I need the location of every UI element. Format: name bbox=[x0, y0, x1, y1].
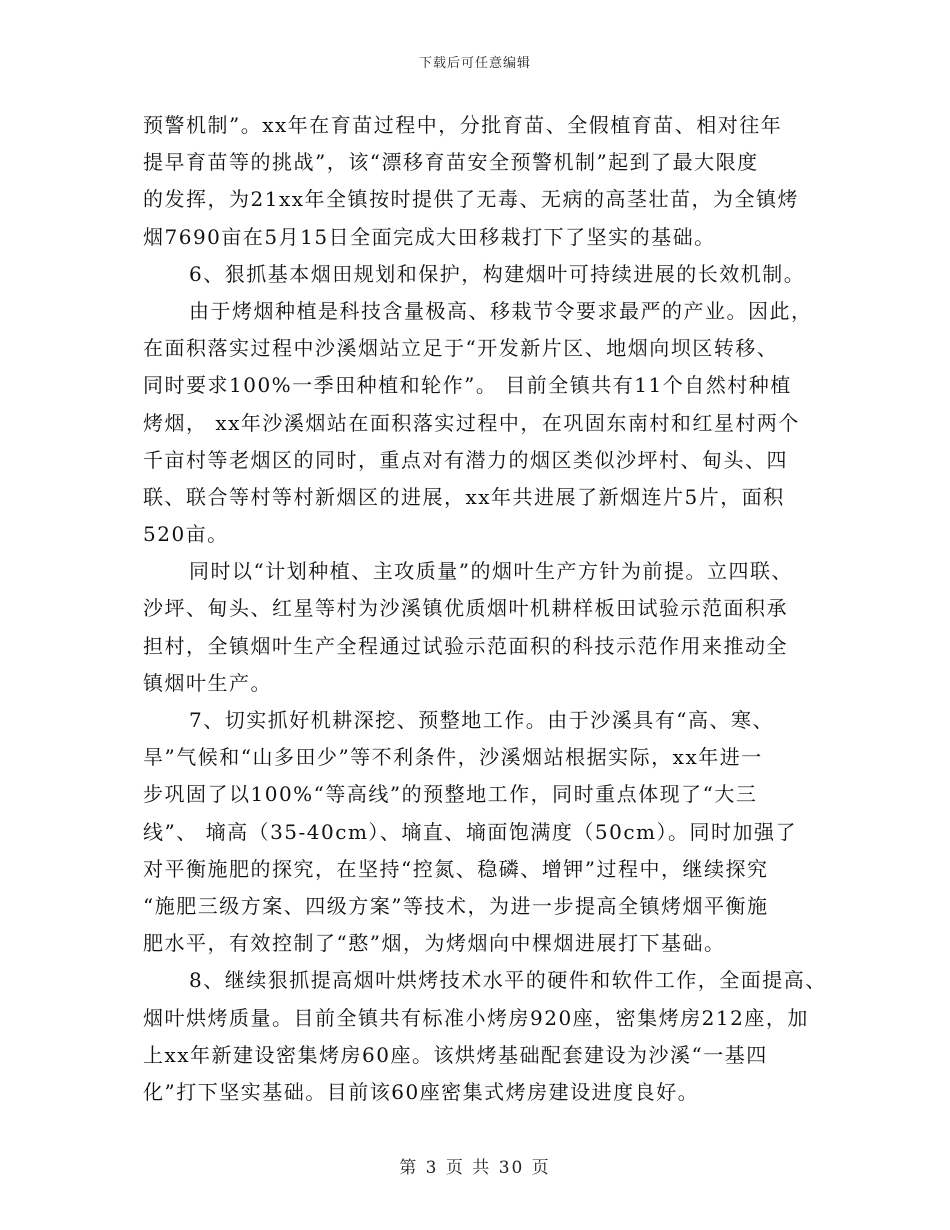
text-line: 预警机制”。xx年在育苗过程中，分批育苗、全假植育苗、相对往年 bbox=[143, 113, 783, 137]
text-line: 旱”气候和“山多田少”等不利条件，沙溪烟站根据实际，xx年进一 bbox=[143, 745, 763, 770]
page-number-footer: 第 3 页 共 30 页 bbox=[399, 1158, 551, 1178]
text-line: 肥水平，有效控制了“憨”烟，为烤烟向中棵烟进展打下基础。 bbox=[143, 931, 726, 956]
text-line: 烟叶烘烤质量。目前全镇共有标准小烤房920座，密集烤房212座，加 bbox=[143, 1005, 809, 1030]
text-line: 镇烟叶生产。 bbox=[143, 670, 272, 695]
text-line: 提早育苗等的挑战”，该“漂移育苗安全预警机制”起到了最大限度 bbox=[143, 150, 759, 175]
text-line: 同时以“计划种植、主攻质量”的烟叶生产方针为前提。立四联、 bbox=[189, 559, 793, 584]
section-heading-6: 6、狠抓基本烟田规划和保护，构建烟叶可持续进展的长效机制。 bbox=[189, 261, 806, 286]
section-heading-7: 7、切实抓好机耕深挖、预整地工作。由于沙溪具有“高、寒、 bbox=[189, 708, 774, 732]
text-line: 步巩固了以100%“等高线”的预整地工作，同时重点体现了“大三 bbox=[143, 782, 758, 807]
section-heading-8: 8、继续狠抓提高烟叶烘烤技术水平的硬件和软件工作，全面提高、 bbox=[189, 968, 827, 993]
text-line: 520亩。 bbox=[143, 522, 229, 547]
text-line: 烤烟， xx年沙溪烟站在面积落实过程中，在巩固东南村和红星村两个 bbox=[143, 410, 800, 435]
page-header: 下载后可任意编辑 bbox=[418, 56, 531, 71]
text-line: 的发挥，为21xx年全镇按时提供了无毒、无病的高茎壮苗，为全镇烤 bbox=[143, 187, 800, 212]
text-line: 沙坪、甸头、红星等村为沙溪镇优质烟叶机耕样板田试验示范面积承 bbox=[143, 596, 788, 621]
document-body bbox=[143, 107, 827, 1111]
text-line: 联、联合等村等村新烟区的进展，xx年共进展了新烟连片5片，面积 bbox=[143, 484, 785, 509]
text-line: 化”打下坚实基础。目前该60座密集式烤房建设进度良好。 bbox=[143, 1079, 700, 1104]
text-line: 同时要求100%一季田种植和轮作”。 目前全镇共有11个自然村种植 bbox=[143, 373, 792, 398]
text-line: 千亩村等老烟区的同时，重点对有潜力的烟区类似沙坪村、甸头、四 bbox=[143, 447, 788, 472]
text-line: 在面积落实过程中沙溪烟站立足于“开发新片区、地烟向坝区转移、 bbox=[143, 336, 779, 361]
text-line: 由于烤烟种植是科技含量极高、移栽节令要求最严的产业。因此， bbox=[189, 298, 813, 323]
text-line: 线”、 墒高（35-40cm）、墒直、墒面饱满度（50cm）。同时加强了 bbox=[143, 819, 798, 844]
text-line: “施肥三级方案、四级方案”等技术，为进一步提高全镇烤烟平衡施 bbox=[143, 893, 769, 918]
text-line: 担村，全镇烟叶生产全程通过试验示范面积的科技示范作用来推动全 bbox=[143, 633, 788, 658]
text-line: 对平衡施肥的探究，在坚持“控氮、稳磷、增钾”过程中，继续探究 bbox=[143, 856, 769, 881]
text-line: 烟7690亩在5月15日全面完成大田移栽打下了坚实的基础。 bbox=[143, 224, 716, 249]
text-line: 上xx年新建设密集烤房60座。该烘烤基础配套建设为沙溪“一基四 bbox=[143, 1042, 768, 1067]
